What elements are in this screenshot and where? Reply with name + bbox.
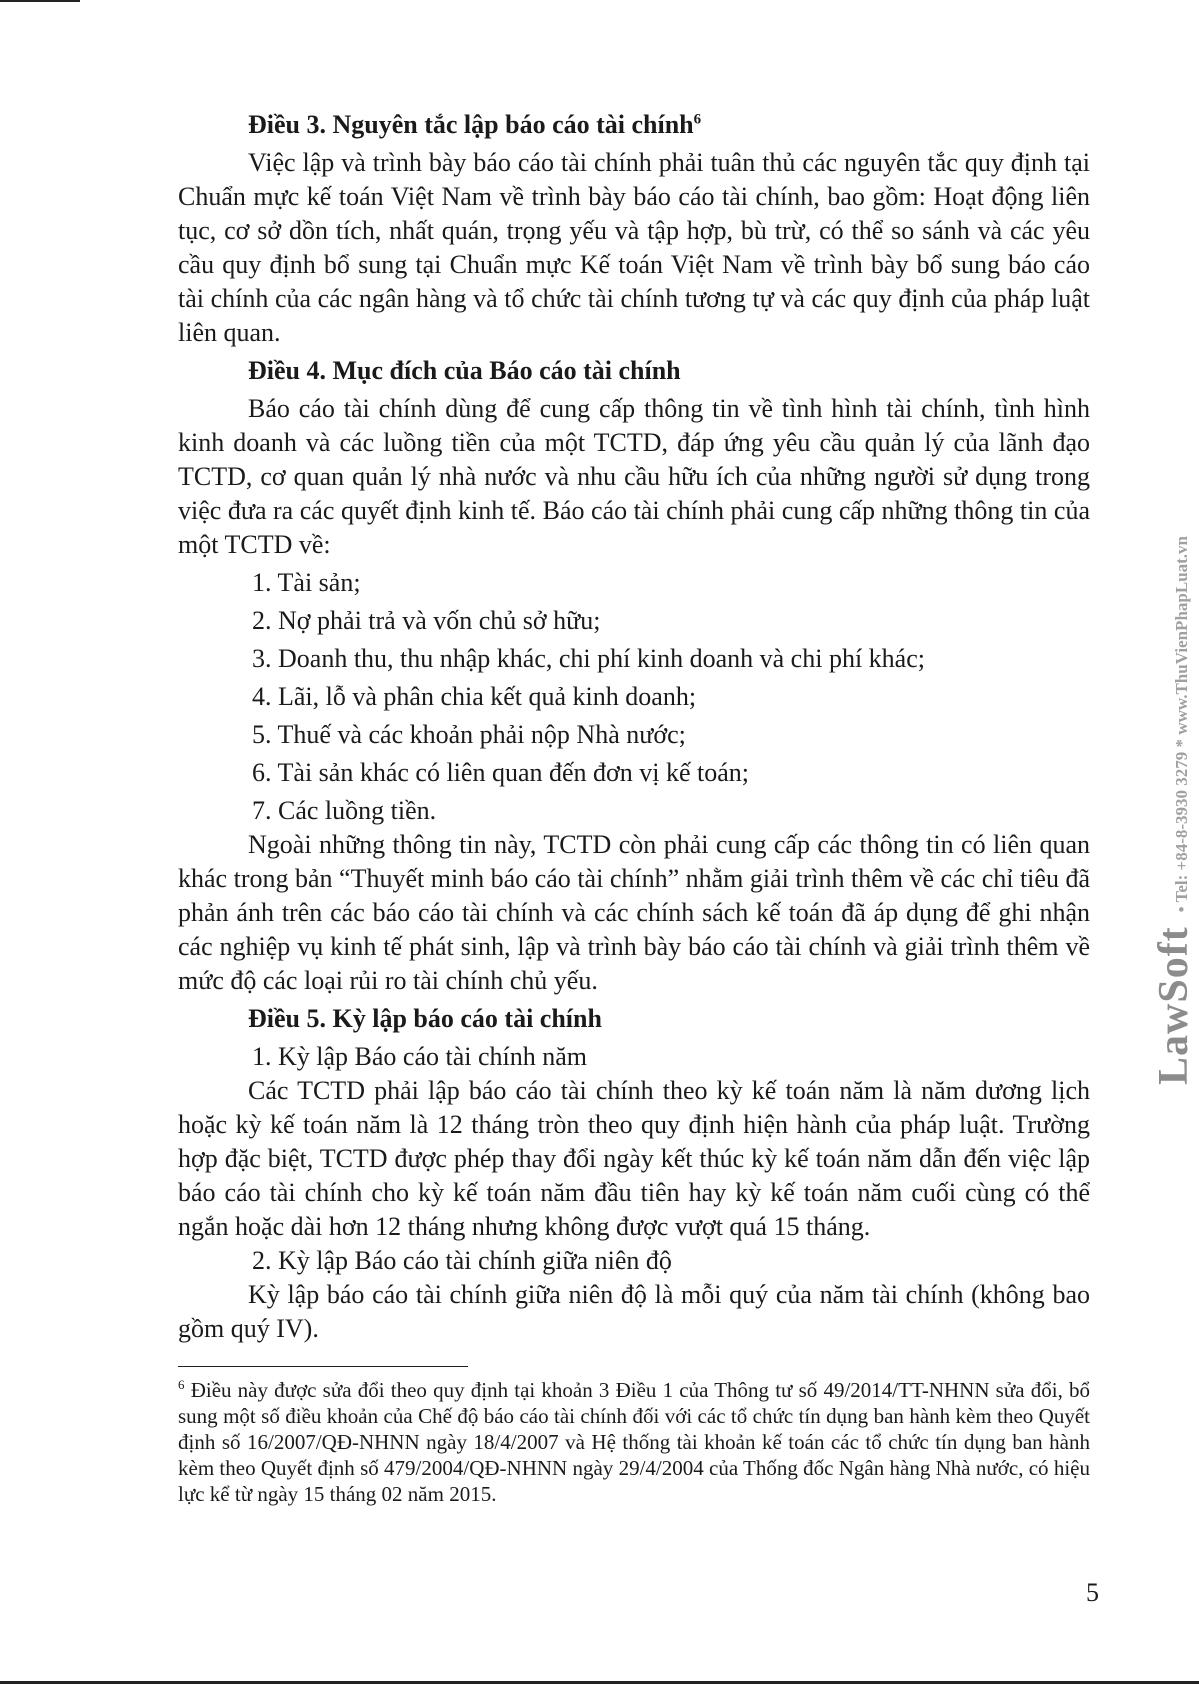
footnote-divider [178, 1366, 468, 1367]
footnote-number: 6 [178, 1377, 185, 1392]
watermark [1150, 536, 1198, 1085]
watermark-text: • Tel: +84-8-3930 3279 * www.ThuVienPhapLuat.vn [1172, 535, 1191, 913]
list-item: 6. Tài sản khác có liên quan đến đơn vị kế toán; [252, 758, 750, 787]
article-4-closing: Ngoài những thông tin này, TCTD còn phải cung cấp các thông tin có liên quan khác trong bản “Thuyết minh báo cáo tài chính” nhằm giải trình thêm về các chỉ tiêu đã phản ánh trên các báo cáo tài chính và các chính sách kế toán đã áp dụng để ghi nhận các nghiệp vụ kinh tế phát sinh, lập và trình bày báo cáo tài chính và giải trình thêm về mức độ các loại rủi ro tài chính chủ yếu. [178, 830, 1090, 995]
article-5-sub2-body: Kỳ lập báo cáo tài chính giữa niên độ là mỗi quý của năm tài chính (không bao gồm quý IV). [178, 1280, 1090, 1343]
footnote-ref: 6 [693, 111, 702, 128]
footnote [178, 1377, 1090, 1507]
article-5-sub1-title: 1. Kỳ lập Báo cáo tài chính năm [252, 1042, 588, 1071]
watermark-logo: LawSoft [1151, 926, 1197, 1085]
list-item: 5. Thuế và các khoản phải nộp Nhà nước; [252, 720, 686, 749]
article-3-body: Việc lập và trình bày báo cáo tài chính phải tuân thủ các nguyên tắc quy định tại Chuẩn mực kế toán Việt Nam về trình bày báo cáo tài chính, bao gồm: Hoạt động liên tục, cơ sở dồn tích, nhất quán, trọng yếu và tập hợp, bù trừ, có thể so sánh và các yêu cầu quy định bổ sung tại Chuẩn mực Kế toán Việt Nam về trình bày bổ sung báo cáo tài chính của các ngân hàng và tổ chức tài chính tương tự và các quy định của pháp luật liên quan. [178, 148, 1090, 347]
top-rule [0, 0, 80, 2]
article-3-heading: Điều 3. Nguyên tắc lập báo cáo tài chính$^6$ [248, 110, 702, 139]
article-4-heading: Điều 4. Mục đích của Báo cáo tài chính [248, 356, 681, 385]
list-item: 3. Doanh thu, thu nhập khác, chi phí kinh doanh và chi phí khác; [252, 644, 925, 673]
article-5-heading: Điều 5. Kỳ lập báo cáo tài chính [248, 1004, 602, 1033]
article-4-intro: Báo cáo tài chính dùng để cung cấp thông tin về tình hình tài chính, tình hình kinh doanh và các luồng tiền của một TCTD, đáp ứng yêu cầu quản lý của lãnh đạo TCTD, cơ quan quản lý nhà nước và nhu cầu hữu ích của những người sử dụng trong việc đưa ra các quyết định kinh tế. Báo cáo tài chính phải cung cấp những thông tin của một TCTD về: [178, 394, 1090, 559]
list-item: 7. Các luồng tiền. [252, 796, 437, 825]
list-item: 4. Lãi, lỗ và phân chia kết quả kinh doanh; [252, 682, 697, 711]
article-5-sub1-body: Các TCTD phải lập báo cáo tài chính theo kỳ kế toán năm là năm dương lịch hoặc kỳ kế toán năm là 12 tháng tròn theo quy định hiện hành của pháp luật. Trường hợp đặc biệt, TCTD được phép thay đổi ngày kết thúc kỳ kế toán năm dẫn đến việc lập báo cáo tài chính cho kỳ kế toán năm đầu tiên hay kỳ kế toán năm cuối cùng có thể ngắn hoặc dài hơn 12 tháng nhưng không được vượt quá 15 tháng. [178, 1076, 1090, 1241]
article-5-sub2-title: 2. Kỳ lập Báo cáo tài chính giữa niên độ [252, 1246, 672, 1275]
list-item: 2. Nợ phải trả và vốn chủ sở hữu; [252, 606, 601, 635]
page-number: 5 [1086, 1578, 1099, 1607]
footnote-text: Điều này được sửa đổi theo quy định tại khoản 3 Điều 1 của Thông tư số 49/2014/TT-NHNN sửa đổi, bổ sung một số điều khoản của Chế độ báo cáo tài chính đối với các tổ chức tín dụng ban hành kèm theo Quyết định số 16/2007/QĐ-NHNN ngày 18/4/2007 và Hệ thống tài khoản kế toán các tổ chức tín dụng ban hành kèm theo Quyết định số 479/2004/QĐ-NHNN ngày 29/4/2004 của Thống đốc Ngân hàng Nhà nước, có hiệu lực kể từ ngày 15 tháng 02 năm 2015. [178, 1378, 1090, 1506]
document-body [178, 104, 1090, 1507]
list-item: 1. Tài sản; [252, 568, 361, 597]
